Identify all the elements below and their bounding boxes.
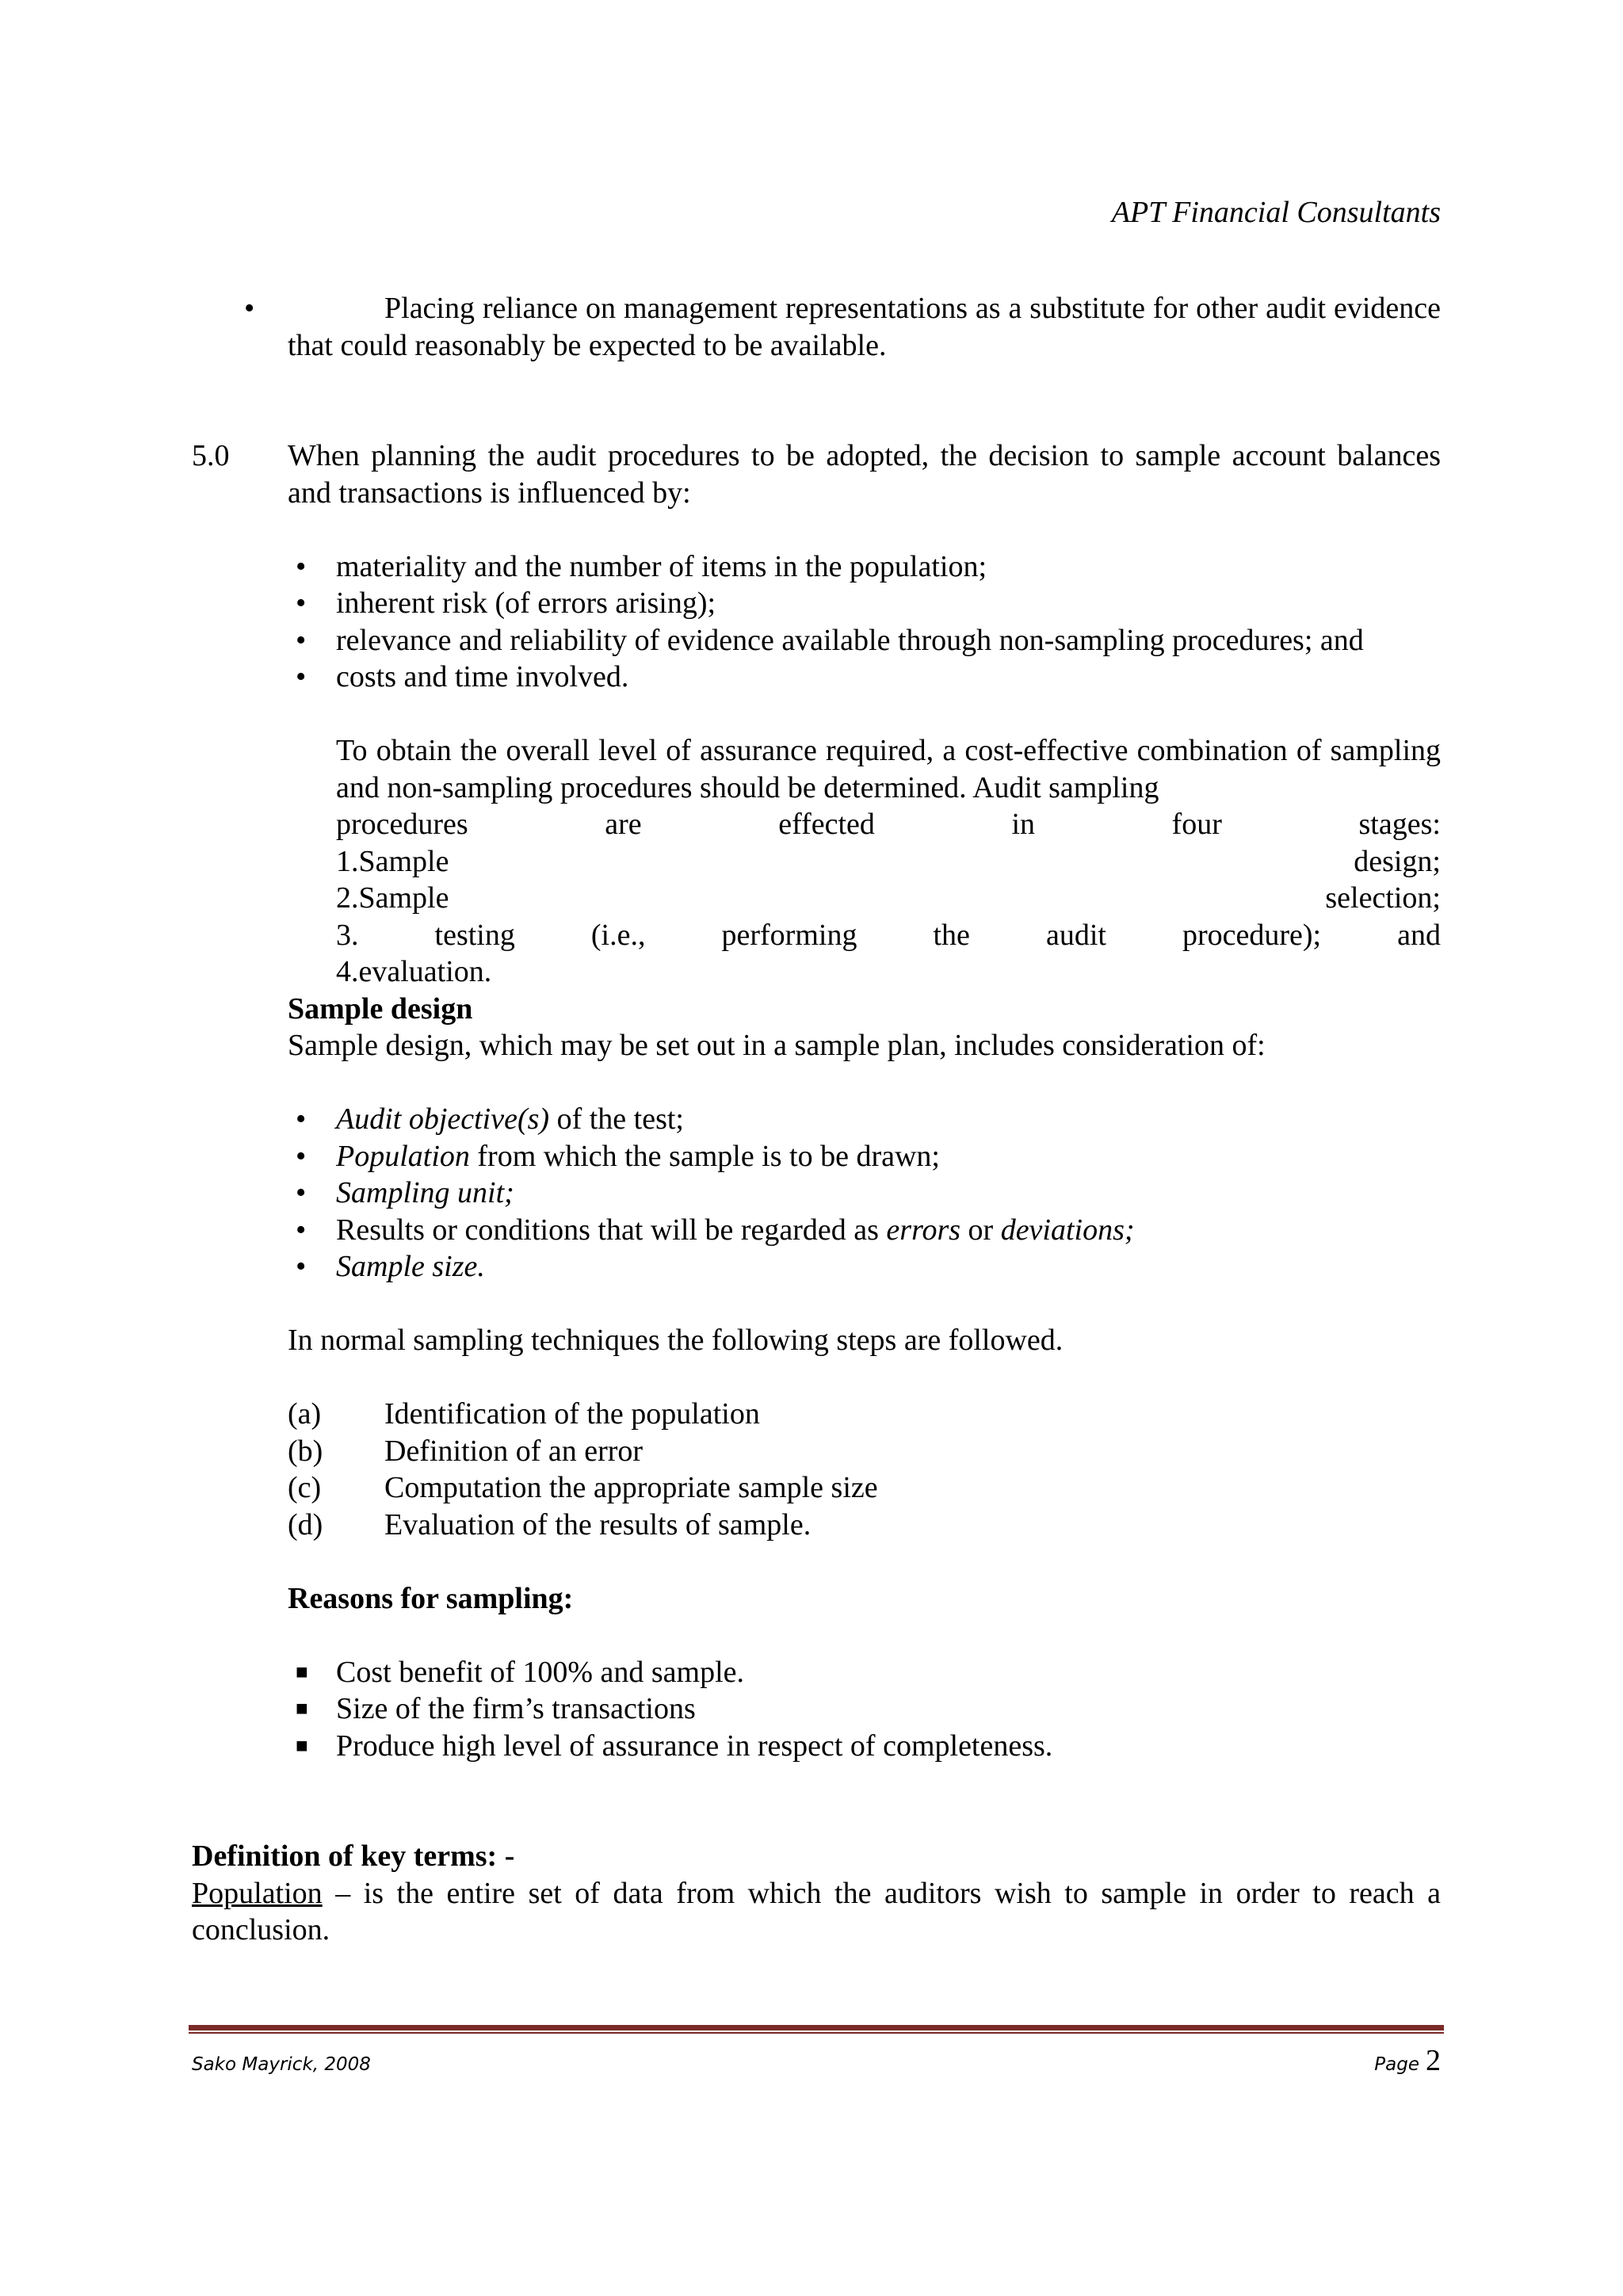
page-content (192, 290, 1441, 1949)
stages-line: procedures are effected in four stages: (336, 808, 1441, 841)
list-item: • Audit objective(s) of the test; (296, 1102, 684, 1136)
intro-bullet-text: Placing reliance on management representations as a substitute for other audit evidence that could reasonably be expected to be available. (288, 292, 1441, 362)
section-number: 5.0 (192, 439, 230, 472)
list-item: (a) Identification of the population (288, 1397, 760, 1431)
footer-author: Sako Mayrick, 2008 (192, 2054, 371, 2075)
list-item: (d) Evaluation of the results of sample. (288, 1507, 812, 1541)
list-item: ■ Size of the firm’s transactions (296, 1692, 696, 1725)
list-item: ■ Cost benefit of 100% and sample. (296, 1655, 745, 1689)
list-item: • Population from which the sample is to be drawn; (296, 1139, 940, 1173)
page-number-block (1374, 2043, 1441, 2078)
reasons-heading: Reasons for sampling: (288, 1581, 574, 1615)
section-intro-text: When planning the audit procedures to be adopted, the decision to sample account balances and transactions is influenced by: (288, 439, 1441, 510)
list-item: • inherent risk (of errors arising); (296, 586, 716, 620)
list-item: • Sampling unit; (296, 1176, 514, 1209)
page-number: 2 (1426, 2044, 1441, 2077)
sample-design-text: Sample design, which may be set out in a sample plan, includes consideration of: (288, 1029, 1266, 1062)
sampling-steps-list (192, 1396, 1441, 1543)
list-item: • materiality and the number of items in the population; (296, 549, 987, 583)
intro-bullet (192, 290, 1441, 364)
footer-rule (189, 2025, 1444, 2034)
page-footer (192, 2043, 1441, 2078)
definitions-heading: Definition of key terms: - (192, 1839, 515, 1873)
stage-4: 4.evaluation. (336, 955, 492, 988)
influence-factors-list (192, 548, 1441, 696)
reasons-list (192, 1654, 1441, 1765)
list-item: • Sample size. (296, 1250, 485, 1283)
steps-intro: In normal sampling techniques the following steps are followed. (288, 1324, 1064, 1357)
list-item: • Results or conditions that will be regarded as errors or deviations; (296, 1213, 1135, 1247)
stage-2: 2.Sample selection; (336, 881, 1441, 915)
section-5-intro (192, 437, 1441, 511)
stage-1: 1.Sample design; (336, 844, 1441, 878)
list-item: ■ Produce high level of assurance in respect of completeness. (296, 1729, 1053, 1763)
bullet-marker: • (244, 292, 255, 325)
running-header: APT Financial Consultants (1111, 196, 1441, 229)
list-item: (b) Definition of an error (288, 1434, 643, 1468)
list-item: • relevance and reliability of evidence available through non-sampling procedures; and (296, 623, 1364, 657)
sample-design-list (192, 1101, 1441, 1286)
list-item: • costs and time involved. (296, 660, 629, 693)
sample-design-heading: Sample design (288, 991, 473, 1026)
assurance-text: To obtain the overall level of assurance required, a cost-effective combination of sampling and non-sampling procedures should be determined. Audit sampling (336, 734, 1441, 804)
assurance-paragraph (192, 732, 1441, 991)
population-definition: Population – is the entire set of data from which the auditors wish to sample in order to reach a conclusion. (192, 1876, 1441, 1946)
stage-3: 3. testing (i.e., performing the audit procedure); and (336, 918, 1441, 952)
list-item: (c) Computation the appropriate sample size (288, 1471, 878, 1504)
page-label: Page (1374, 2054, 1419, 2075)
population-term: Population (192, 1876, 323, 1910)
